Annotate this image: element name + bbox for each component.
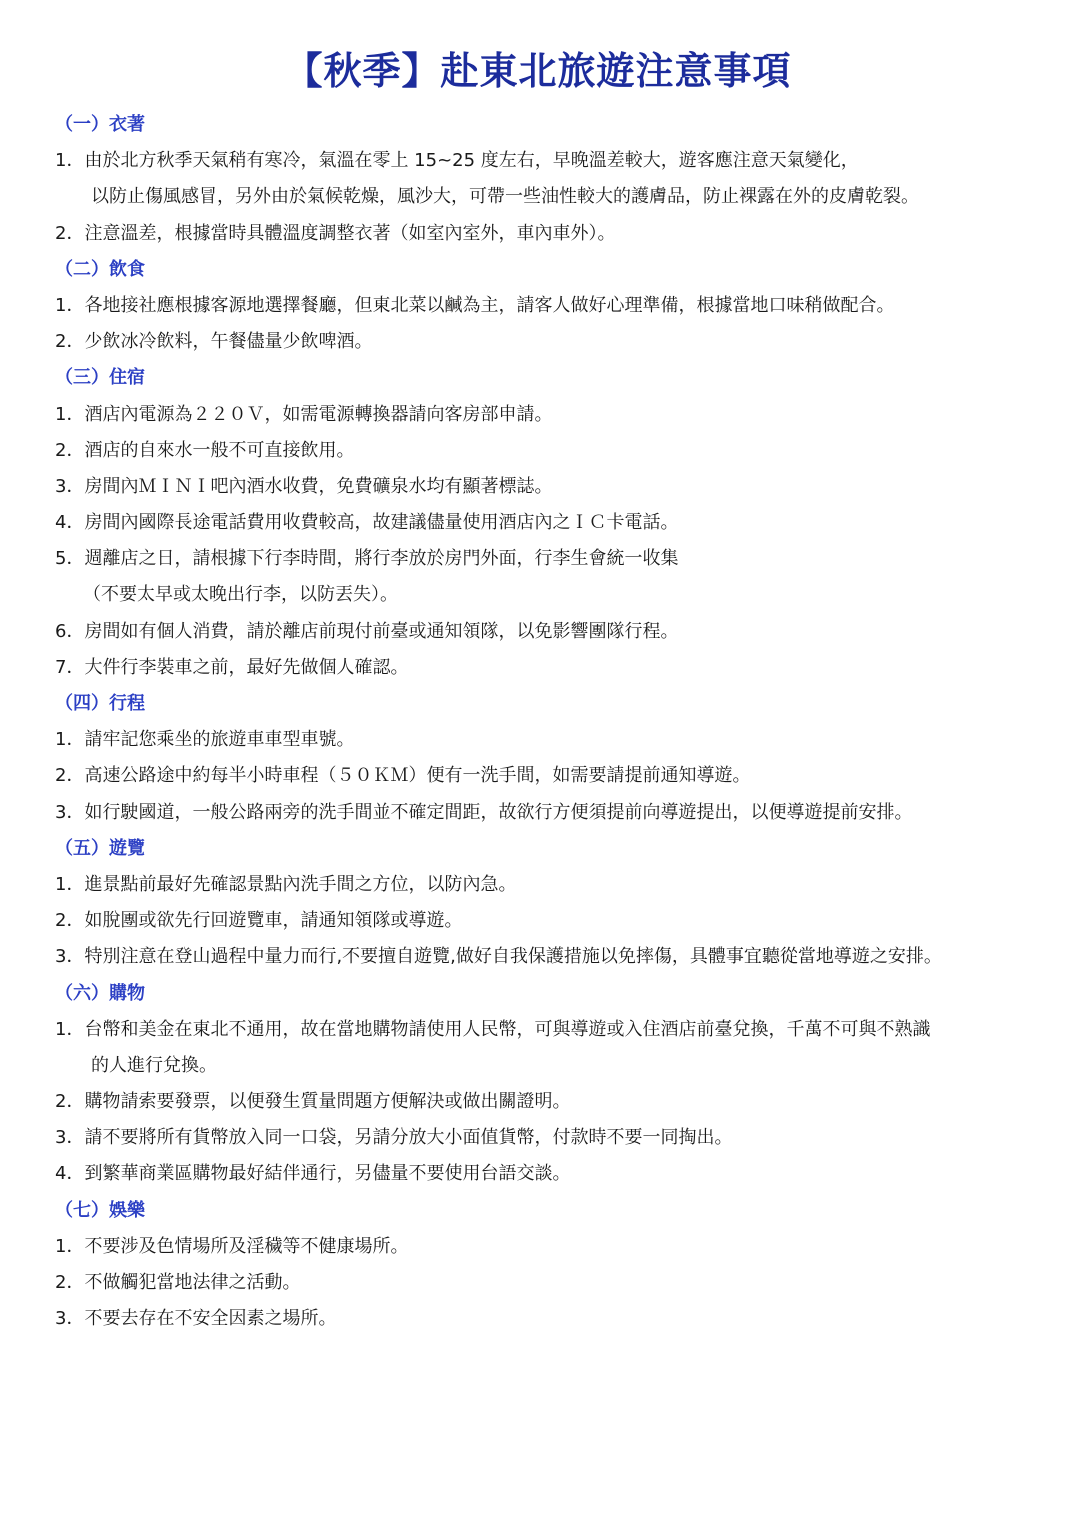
section-heading-dining: （二）飲食 <box>55 258 145 280</box>
list-item: 1．各地接社應根據客源地選擇餐廳，但東北菜以鹹為主，請客人做好心理準備，根據當地口味稍做配合。 <box>55 294 895 316</box>
list-item: 1．進景點前最好先確認景點內洗手間之方位，以防內急。 <box>55 873 517 895</box>
list-item: 5．週離店之日，請根據下行李時間，將行李放於房門外面，行李生會統一收集 <box>55 548 679 570</box>
list-item: 3．如行駛國道，一般公路兩旁的洗手間並不確定間距，故欲行方便須提前向導遊提出，以便導遊提前安排。 <box>55 801 913 823</box>
page-title: 【秋季】赴東北旅遊注意事項 <box>284 49 792 93</box>
document-body <box>55 107 1045 1337</box>
list-item: 1．不要涉及色情場所及淫穢等不健康場所。 <box>55 1235 409 1257</box>
list-item: 3．不要去存在不安全因素之場所。 <box>55 1308 337 1330</box>
section-heading-shopping: （六）購物 <box>55 982 145 1004</box>
list-item: 4．到繁華商業區購物最好結伴通行，另儘量不要使用台語交談。 <box>55 1163 571 1185</box>
section-heading-accommodation: （三）住宿 <box>55 367 145 389</box>
section-heading-sightseeing: （五）遊覽 <box>55 837 145 859</box>
list-item: 2．購物請索要發票，以便發生質量問題方便解決或做出關證明。 <box>55 1091 571 1113</box>
list-item: 1．台幣和美金在東北不通用，故在當地購物請使用人民幣，可與導遊或入住酒店前臺兌換，千萬不可與不熟識 <box>55 1018 931 1040</box>
list-item: 1．請牢記您乘坐的旅遊車車型車號。 <box>55 729 355 751</box>
list-item: 3．房間內ＭＩＮＩ吧內酒水收費，免費礦泉水均有顯著標誌。 <box>55 475 553 497</box>
list-item-continuation: 的人進行兌換。 <box>91 1054 217 1076</box>
list-item: 2．酒店的自來水一般不可直接飲用。 <box>55 439 355 461</box>
list-item: 4．房間內國際長途電話費用收費較高，故建議儘量使用酒店內之ＩＣ卡電話。 <box>55 512 679 534</box>
list-item-continuation: （不要太早或太晚出行李，以防丟失）。 <box>83 584 398 606</box>
list-item: 2．如脫團或欲先行回遊覽車，請通知領隊或導遊。 <box>55 910 463 932</box>
list-item: 6．房間如有個人消費，請於離店前現付前臺或通知領隊，以免影響團隊行程。 <box>55 620 679 642</box>
list-item: 3．請不要將所有貨幣放入同一口袋，另請分放大小面值貨幣，付款時不要一同掏出。 <box>55 1127 733 1149</box>
list-item: 2．高速公路途中約每半小時車程（５０ＫＭ）便有一洗手間，如需要請提前通知導遊。 <box>55 765 751 787</box>
list-item: 7．大件行李裝車之前，最好先做個人確認。 <box>55 656 409 678</box>
list-item: 2．注意溫差，根據當時具體溫度調整衣著（如室內室外，車內車外）。 <box>55 222 616 244</box>
list-item: 1．由於北方秋季天氣稍有寒冷，氣溫在零上 15~25 度左右，早晚溫差較大，遊客應注意天氣變化， <box>55 150 859 172</box>
section-heading-entertainment: （七）娛樂 <box>55 1199 145 1221</box>
section-heading-itinerary: （四）行程 <box>55 693 145 714</box>
list-item: 3．特別注意在登山過程中量力而行,不要擅自遊覽,做好自我保護措施以免摔傷，具體事宜聽從當地導遊之安排。 <box>55 946 942 968</box>
list-item: 2．少飲冰冷飲料，午餐儘量少飲啤酒。 <box>55 331 373 353</box>
list-item-continuation: 以防止傷風感冒，另外由於氣候乾燥，風沙大，可帶一些油性較大的護膚品，防止裸露在外的皮膚乾裂。 <box>91 186 919 208</box>
section-heading-clothing: （一）衣著 <box>55 114 145 135</box>
list-item: 2．不做觸犯當地法律之活動。 <box>55 1272 301 1293</box>
list-item: 1．酒店內電源為２２０Ｖ，如需電源轉換器請向客房部申請。 <box>55 403 553 425</box>
